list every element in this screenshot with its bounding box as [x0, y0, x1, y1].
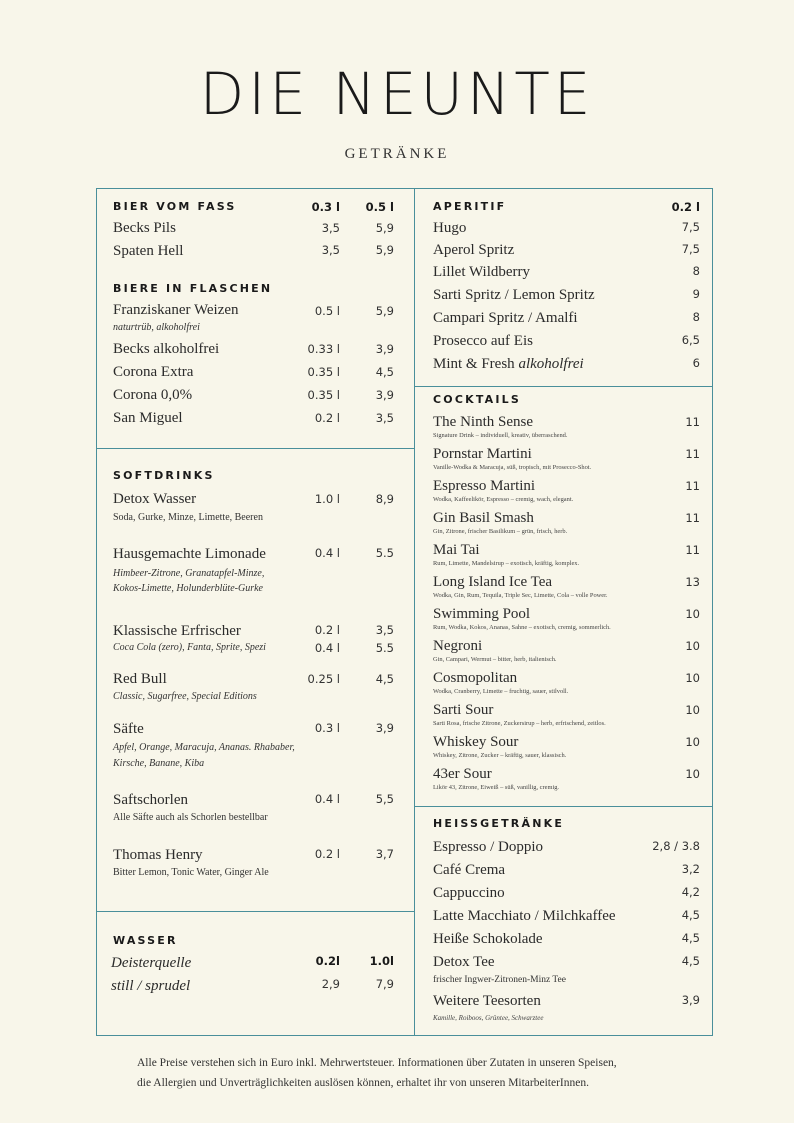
menu-item-description: Himbeer-Zitrone, Granatapfel-Minze, — [113, 568, 265, 579]
menu-item-name: Detox Wasser — [113, 491, 197, 507]
menu-item-name: Detox Tee — [433, 954, 495, 970]
menu-item-description: Rum, Wodka, Kokos, Ananas, Sahne – exotisch, cremig, sommerlich. — [433, 624, 611, 631]
menu-item-description: Alle Säfte auch als Schorlen bestellbar — [113, 812, 268, 823]
menu-item-price: 5,9 — [375, 304, 394, 318]
menu-item-name: Becks Pils — [113, 220, 176, 236]
menu-item-name: Red Bull — [113, 671, 167, 687]
section-divider — [414, 386, 713, 387]
menu-item-name: Sarti Sour — [433, 702, 494, 718]
menu-item-name: Becks alkoholfrei — [113, 341, 220, 357]
menu-item-name: Negroni — [433, 638, 483, 654]
menu-item-name: Cosmopolitan — [433, 670, 518, 686]
section-divider — [96, 448, 414, 449]
menu-item-price: 3,2 — [681, 862, 700, 876]
menu-item-name: Lillet Wildberry — [433, 264, 531, 280]
menu-item-price: 8 — [692, 310, 700, 324]
menu-item-size: 0.2 l — [314, 411, 340, 425]
menu-item-size: 0.2 l — [314, 623, 340, 637]
menu-item-size: 0.35 l — [307, 388, 340, 402]
menu-item-size: 0.4 l — [314, 546, 340, 560]
menu-item-name: Prosecco auf Eis — [433, 333, 533, 349]
menu-item-price: 7,9 — [375, 977, 394, 991]
menu-item-price: 11 — [685, 447, 700, 461]
menu-item-size: 1.0 l — [314, 492, 340, 506]
menu-item-name: Mai Tai — [433, 542, 480, 558]
menu-item-price: 6 — [692, 356, 700, 370]
menu-item-price: 2,8 / 3.8 — [652, 839, 700, 853]
menu-item-description: Coca Cola (zero), Fanta, Sprite, Spezi — [113, 642, 266, 653]
section-heading-aperitif: APERITIF — [433, 200, 507, 213]
menu-item-price: 3,9 — [375, 388, 394, 402]
menu-item-price: 2,9 — [321, 977, 340, 991]
menu-item-size: 0.2 l — [314, 847, 340, 861]
menu-item-description: naturtrüb, alkoholfrei — [113, 322, 200, 333]
page-subtitle: GETRÄNKE — [344, 146, 450, 162]
section-heading-heissgetraenke: HEISSGETRÄNKE — [433, 817, 565, 830]
menu-item-description: Classic, Sugarfree, Special Editions — [113, 691, 257, 702]
menu-item-name: Latte Macchiato / Milchkaffee — [433, 908, 616, 924]
column-header: 0.3 l — [311, 200, 340, 214]
menu-item-size: 0.33 l — [307, 342, 340, 356]
menu-item-price: 5.5 — [375, 546, 394, 560]
footer-note: die Allergien und Unverträglichkeiten auslösen können, erhaltet ihr von unseren MitarbeiterInnen. — [137, 1077, 589, 1089]
menu-item-price: 10 — [685, 607, 700, 621]
page-title: DIE NEUNTE — [199, 60, 595, 128]
footer-note: Alle Preise verstehen sich in Euro inkl. Mehrwertsteuer. Informationen über Zutaten in unseren Speisen, — [137, 1057, 617, 1069]
menu-item-price: 4,5 — [681, 931, 700, 945]
menu-item-description: Wodka, Gin, Rum, Tequila, Triple Sec, Limette, Cola – volle Power. — [433, 592, 608, 599]
menu-item-name: Espresso / Doppio — [433, 839, 543, 855]
menu-item-name: Saftschorlen — [113, 792, 188, 808]
section-heading-bier-vom-fass: BIER VOM FASS — [113, 200, 237, 213]
menu-item-name-italic: alkoholfrei — [518, 356, 584, 372]
menu-item-name: Whiskey Sour — [433, 734, 519, 750]
menu-item-description: Wodka, Cranberry, Limette – fruchtig, sauer, stilvoll. — [433, 688, 569, 695]
menu-item-name: Sarti Spritz / Lemon Spritz — [433, 287, 595, 303]
section-divider — [414, 806, 713, 807]
menu-item-name: Deisterquelle — [111, 955, 192, 971]
menu-item-name: Campari Spritz / Amalfi — [433, 310, 578, 326]
menu-item-name: still / sprudel — [111, 978, 191, 994]
section-heading-wasser: WASSER — [113, 934, 178, 947]
menu-item-price: 3,5 — [375, 623, 394, 637]
menu-item-price: 11 — [685, 511, 700, 525]
menu-item-price: 5,9 — [375, 221, 394, 235]
menu-item-name: Long Island Ice Tea — [433, 574, 553, 590]
menu-item-name: Spaten Hell — [113, 243, 184, 259]
menu-item-price: 10 — [685, 671, 700, 685]
menu-item-price: 3,9 — [681, 993, 700, 1007]
menu-item-price: 5,9 — [375, 243, 394, 257]
menu-item-description: Likör 43, Zitrone, Eiweiß – süß, vanillig, cremig. — [433, 784, 560, 791]
menu-item-price: 11 — [685, 543, 700, 557]
menu-item-description: Vanille-Wodka & Maracuja, süß, tropisch, mit Prosecco-Shot. — [433, 464, 592, 471]
section-heading-cocktails: COCKTAILS — [433, 393, 522, 406]
section-divider — [96, 911, 414, 912]
menu-item-name: Espresso Martini — [433, 478, 536, 494]
menu-item-name: The Ninth Sense — [433, 414, 533, 430]
menu-item-description: Bitter Lemon, Tonic Water, Ginger Ale — [113, 867, 269, 878]
menu-item-price: 10 — [685, 767, 700, 781]
menu-item-price: 7,5 — [681, 242, 700, 256]
menu-item-name: Aperol Spritz — [433, 242, 515, 258]
menu-item-price: 3,5 — [375, 411, 394, 425]
menu-item-name: Franziskaner Weizen — [113, 302, 239, 318]
menu-item-name: Klassische Erfrischer — [113, 623, 241, 639]
menu-item-size: 0.4 l — [314, 641, 340, 655]
menu-item-size: 0.4 l — [314, 792, 340, 806]
column-header: 0.2 l — [671, 200, 700, 214]
menu-item-description: Kamille, Roiboos, Grüntee, Schwarztee — [433, 1014, 544, 1022]
menu-item-price: 4,5 — [375, 672, 394, 686]
menu-item-name: Hausgemachte Limonade — [113, 546, 266, 562]
menu-item-price: 11 — [685, 479, 700, 493]
menu-item-name: Corona Extra — [113, 364, 194, 380]
menu-item-name: Swimming Pool — [433, 606, 531, 622]
menu-item-price: 3,7 — [375, 847, 394, 861]
section-heading-softdrinks: SOFTDRINKS — [113, 469, 215, 482]
menu-item-name-part: Mint & Fresh — [433, 356, 519, 372]
menu-item-description: Kirsche, Banane, Kiba — [113, 758, 205, 769]
menu-item-name: Café Crema — [433, 862, 506, 878]
menu-item-price: 8,9 — [375, 492, 394, 506]
menu-item-name: San Miguel — [113, 410, 183, 426]
menu-item-price: 4,2 — [681, 885, 700, 899]
menu-item-description: Soda, Gurke, Minze, Limette, Beeren — [113, 512, 263, 523]
menu-item-name: Corona 0,0% — [113, 387, 193, 403]
menu-item-name: Gin Basil Smash — [433, 510, 534, 526]
menu-item-price: 9 — [692, 287, 700, 301]
menu-item-price: 8 — [692, 264, 700, 278]
menu-item-name: Heiße Schokolade — [433, 931, 543, 947]
menu-item-name: Hugo — [433, 220, 467, 236]
menu-item-price: 10 — [685, 639, 700, 653]
menu-item-price: 6,5 — [681, 333, 700, 347]
column-divider — [414, 188, 415, 1036]
menu-item-description: Apfel, Orange, Maracuja, Ananas. Rhababer, — [113, 742, 295, 753]
menu-item-description: Gin, Zitrone, frischer Basilikum – grün, frisch, herb. — [433, 528, 568, 535]
section-heading-biere-in-flaschen: BIERE IN FLASCHEN — [113, 282, 273, 295]
column-header: 1.0l — [369, 954, 394, 968]
menu-item-name: Pornstar Martini — [433, 446, 532, 462]
menu-item-price: 3,9 — [375, 342, 394, 356]
menu-item-price: 10 — [685, 735, 700, 749]
menu-item-name: Weitere Teesorten — [433, 993, 541, 1009]
menu-item-name — [433, 356, 584, 373]
menu-item-price: 13 — [685, 575, 700, 589]
menu-item-name: Thomas Henry — [113, 847, 203, 863]
menu-item-price: 4,5 — [681, 908, 700, 922]
menu-item-price: 3,5 — [321, 221, 340, 235]
menu-item-price: 4,5 — [375, 365, 394, 379]
menu-item-name: Cappuccino — [433, 885, 505, 901]
column-header: 0.5 l — [365, 200, 394, 214]
menu-item-price: 11 — [685, 415, 700, 429]
menu-item-size: 0.25 l — [307, 672, 340, 686]
menu-item-description: Signature Drink – individuell, kreativ, überraschend. — [433, 432, 568, 439]
column-header: 0.2l — [315, 954, 340, 968]
menu-item-description: frischer Ingwer-Zitronen-Minz Tee — [433, 975, 566, 985]
menu-item-size: 0.3 l — [314, 721, 340, 735]
menu-item-size: 0.35 l — [307, 365, 340, 379]
menu-item-name: 43er Sour — [433, 766, 492, 782]
menu-item-description: Gin, Campari, Wermut – bitter, herb, italienisch. — [433, 656, 557, 663]
menu-item-price: 10 — [685, 703, 700, 717]
menu-item-size: 0.5 l — [314, 304, 340, 318]
menu-item-description: Rum, Limette, Mandelsirup – exotisch, kräftig, komplex. — [433, 560, 580, 567]
menu-item-name: Säfte — [113, 721, 144, 737]
menu-item-description: Sarti Rosa, frische Zitrone, Zuckersirup – herb, erfrischend, zeitlos. — [433, 720, 606, 727]
menu-item-price: 3,9 — [375, 721, 394, 735]
menu-item-description: Whiskey, Zitrone, Zucker – kräftig, sauer, klassisch. — [433, 752, 567, 759]
menu-item-description: Kokos-Limette, Holunderblüte-Gurke — [113, 583, 263, 594]
menu-item-price: 4,5 — [681, 954, 700, 968]
menu-item-price: 3,5 — [321, 243, 340, 257]
menu-item-price: 5,5 — [375, 792, 394, 806]
menu-item-price: 7,5 — [681, 220, 700, 234]
menu-item-description: Wodka, Kaffeelikör, Espresso – cremig, wach, elegant. — [433, 496, 574, 503]
menu-item-price: 5.5 — [375, 641, 394, 655]
